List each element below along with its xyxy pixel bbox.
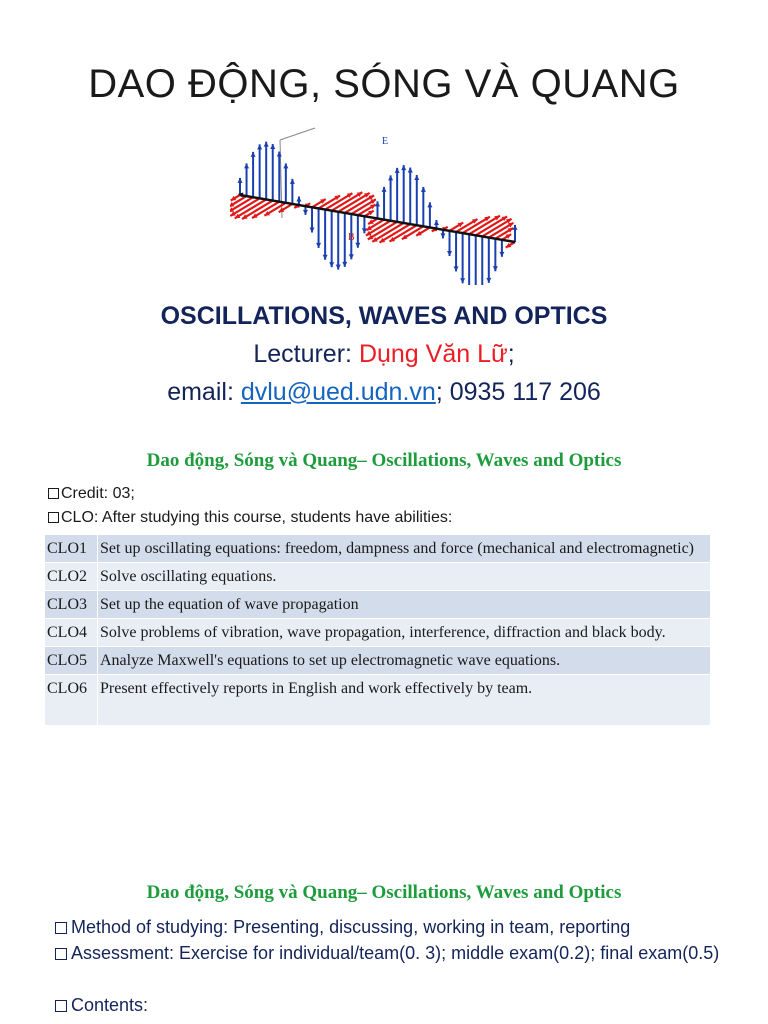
e-field-arrowhead: [244, 163, 249, 168]
checkbox-bullet-icon: [55, 948, 67, 960]
checkbox-bullet-icon: [55, 922, 67, 934]
clo-text: Solve oscillating equations.: [98, 563, 711, 591]
b-field-arrow: [338, 193, 369, 212]
b-field-arrow: [242, 201, 273, 219]
e-field-arrowhead: [316, 243, 321, 248]
e-field-arrowhead: [336, 265, 341, 270]
e-field-arrowhead: [270, 144, 275, 149]
b-field-arrow: [372, 223, 403, 242]
checkbox-bullet-icon: [48, 488, 59, 499]
assessment-item: [55, 940, 735, 966]
e-field-arrowhead: [283, 163, 288, 168]
e-field-arrowhead: [440, 233, 445, 238]
e-field-arrowhead: [257, 144, 262, 149]
credit-text: Credit: 03;: [61, 485, 135, 502]
clo-code: CLO2: [45, 563, 98, 591]
method-item: [55, 914, 630, 940]
clo-text: Set up the equation of wave propagation: [98, 591, 711, 619]
table-row: [45, 647, 710, 675]
assessment-text: Assessment: Exercise for individual/team(0. 3); middle exam(0.2); final exam(0.5): [71, 943, 720, 963]
e-field-arrowhead: [513, 225, 518, 230]
e-field-arrowhead: [454, 266, 459, 271]
b-field-arrow: [332, 192, 363, 210]
e-field-arrowhead: [362, 228, 367, 233]
page-title: DAO ĐỘNG, SÓNG VÀ QUANG: [88, 62, 680, 106]
table-row: [45, 675, 710, 726]
method-text: Method of studying: Presenting, discussing, working in team, reporting: [71, 917, 631, 937]
contents-item: [55, 992, 148, 1018]
e-field-arrowhead: [264, 142, 269, 147]
contents-text: Contents:: [71, 995, 149, 1015]
clo-code: CLO5: [45, 647, 98, 675]
e-field-arrowhead: [447, 251, 452, 256]
e-field-arrowhead: [408, 168, 413, 173]
b-field-arrow: [380, 224, 411, 242]
table-row: [45, 591, 710, 619]
section-heading-2: Dao động, Sóng và Quang– Oscillations, Waves and Optics: [146, 882, 622, 903]
e-field-arrowhead: [388, 175, 393, 180]
email-link[interactable]: dvlu@ued.udn.vn: [240, 378, 436, 406]
clo-text: Analyze Maxwell's equations to set up electromagnetic wave equations.: [98, 647, 711, 675]
e-field-arrowhead: [310, 228, 315, 233]
checkbox-bullet-icon: [55, 1000, 67, 1012]
clo-text: Present effectively reports in English and work effectively by team.: [98, 675, 711, 726]
lecturer-suffix: ;: [507, 340, 515, 368]
e-field-arrowhead: [290, 179, 295, 184]
e-field-arrowhead: [329, 262, 334, 267]
lecturer-label: Lecturer:: [253, 340, 359, 368]
checkbox-bullet-icon: [48, 512, 59, 523]
e-field-arrowhead: [277, 152, 282, 157]
e-field-label: E: [382, 136, 389, 147]
e-field-arrowhead: [349, 254, 354, 259]
clo-code: CLO1: [45, 535, 98, 563]
e-field-arrowhead: [382, 187, 387, 192]
e-field-arrowhead: [355, 243, 360, 248]
clo-code: CLO4: [45, 619, 98, 647]
e-field-arrowhead: [323, 255, 328, 260]
lecturer-line: [0, 340, 768, 369]
contact-line: [0, 378, 768, 407]
e-field-arrowhead: [375, 201, 380, 206]
b-field-arrow: [469, 216, 500, 234]
e-field-arrowhead: [427, 202, 432, 207]
axis-line: [280, 128, 315, 140]
table-row: [45, 535, 710, 563]
e-field-arrowhead: [460, 278, 465, 283]
e-field-arrowhead: [414, 175, 419, 180]
clo-intro-text: CLO: After studying this course, students have abilities:: [61, 509, 453, 526]
e-field-arrowhead: [401, 165, 406, 170]
e-field-arrowhead: [251, 152, 256, 157]
e-field-arrowhead: [486, 278, 491, 283]
wave-arrows: [230, 128, 517, 285]
e-field-arrowhead: [296, 196, 301, 201]
section-heading-1: Dao động, Sóng và Quang– Oscillations, Waves and Optics: [146, 450, 622, 471]
lecturer-name: Dụng Văn Lữ: [358, 340, 508, 368]
clo-code: CLO6: [45, 675, 98, 726]
e-field-arrowhead: [342, 262, 347, 267]
clo-text: Solve problems of vibration, wave propagation, interference, diffraction and black body.: [98, 619, 711, 647]
clo-table: [45, 534, 710, 725]
b-field-label: B: [348, 232, 355, 243]
e-field-arrowhead: [434, 220, 439, 225]
phone-text: ; 0935 117 206: [435, 378, 601, 406]
e-field-arrowhead: [499, 252, 504, 257]
b-field-arrow: [235, 199, 266, 218]
table-row: [45, 619, 710, 647]
e-field-arrowhead: [421, 187, 426, 192]
e-field-arrowhead: [303, 210, 308, 215]
email-label: email:: [167, 378, 241, 406]
b-field-arrow: [476, 216, 507, 235]
course-subtitle: OSCILLATIONS, WAVES AND OPTICS: [160, 302, 608, 330]
e-field-arrowhead: [395, 168, 400, 173]
e-field-arrowhead: [238, 178, 243, 183]
clo-text: Set up oscillating equations: freedom, dampness and force (mechanical and electromagnetic): [98, 535, 711, 563]
clo-code: CLO3: [45, 591, 98, 619]
credit-item: [48, 485, 135, 503]
clo-intro-item: [48, 509, 452, 527]
e-field-arrowhead: [493, 266, 498, 271]
table-row: [45, 563, 710, 591]
em-wave-illustration: [230, 100, 530, 285]
